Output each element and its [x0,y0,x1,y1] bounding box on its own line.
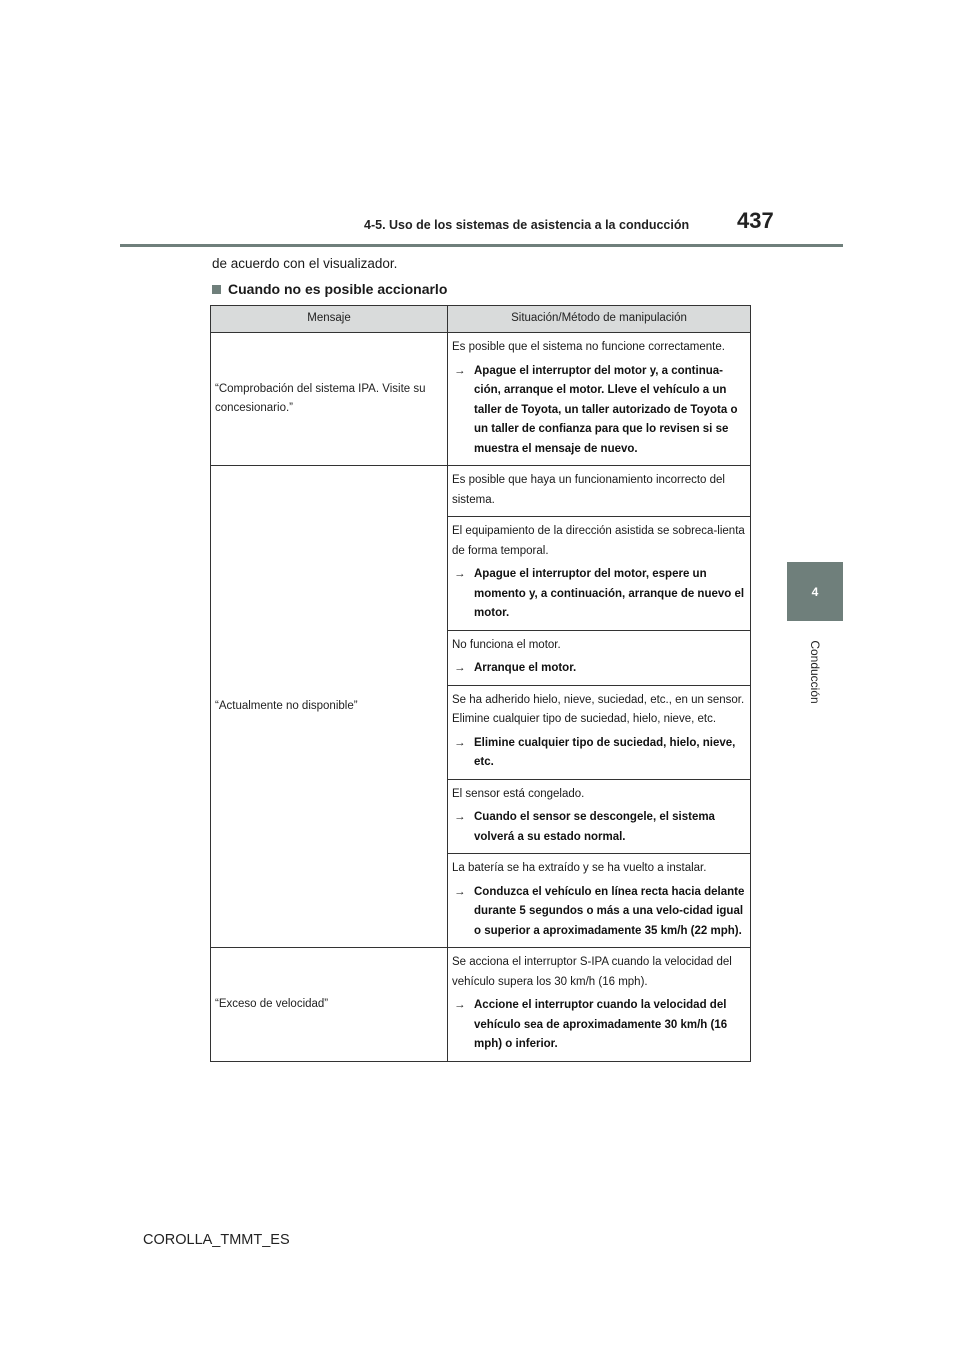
arrow-icon: → [454,811,466,823]
action-text: Accione el interruptor cuando la velocidad del vehículo sea de aproximadamente 30 km/h (16 mph) o inferior. [474,999,728,1050]
situation-text: No funciona el motor. [452,638,561,651]
message-cell: “Comprobación del sistema IPA. Visite su concesionario.” [211,333,448,466]
section-heading-label: Cuando no es posible accionarlo [228,281,448,297]
action-instruction [452,659,746,679]
message-table [210,305,751,1062]
action-instruction [452,734,746,773]
action-instruction [452,362,746,460]
square-bullet-icon [212,285,221,294]
situation-block [448,779,750,854]
intro-text: de acuerdo con el visualizador. [212,256,398,271]
action-instruction [452,565,746,624]
action-text: Apague el interruptor del motor, espere un momento y, a continuación, arranque de nuevo el motor. [474,568,745,619]
column-header-situation: Situación/Método de manipulación [448,306,751,333]
action-text: Apague el interruptor del motor y, a continua-ción, arranque el motor. Lleve el vehículo a un taller de Toyota, un taller autorizado de Toyota o un taller de confianza para que lo revisen si se muestra el mensaje de nuevo. [474,364,738,455]
table-row [211,466,751,948]
situation-cell [448,466,751,948]
column-header-message: Mensaje [211,306,448,333]
action-instruction [452,808,746,847]
situation-text: La batería se ha extraído y se ha vuelto a instalar. [452,862,707,874]
section-title: 4-5. Uso de los sistemas de asistencia a la conducción [364,218,690,232]
chapter-number: 4 [811,584,819,599]
arrow-icon: → [454,662,466,674]
chapter-tab [787,562,843,621]
action-text: Conduzca el vehículo en línea recta hacia delante durante 5 segundos o más a una velo-cidad igual o superior a aproximadamente 35 km/h (22 mph). [474,885,745,937]
situation-text: Es posible que el sistema no funcione correctamente. [452,341,725,353]
table-body [211,333,751,1062]
situation-block [448,853,750,947]
situation-text: El sensor está congelado. [452,787,585,800]
section-heading [212,281,447,297]
situation-block [448,685,750,779]
situation-text: El equipamiento de la dirección asistida se sobreca-lienta de forma temporal. [452,525,745,557]
message-cell: “Exceso de velocidad” [211,948,448,1062]
chapter-label: Conducción [808,640,822,704]
header-divider [120,244,843,247]
table-header-row [211,306,751,333]
situation-block [448,630,750,685]
action-text: Elimine cualquier tipo de suciedad, hielo, nieve, etc. [474,736,736,768]
situation-block [448,466,750,516]
arrow-icon: → [454,568,466,580]
table-row [211,333,751,466]
arrow-icon: → [454,885,466,898]
action-instruction [452,883,746,942]
arrow-icon: → [454,736,466,749]
situation-cell [448,333,751,466]
situation-text: Es posible que haya un funcionamiento incorrecto del sistema. [452,474,725,506]
message-cell: “Actualmente no disponible” [211,466,448,948]
arrow-icon: → [454,999,466,1011]
page-number: 437 [737,208,774,233]
situation-block [448,516,750,630]
action-text: Arranque el motor. [474,662,577,674]
situation-block [448,948,750,1061]
table-row [211,948,751,1062]
action-text: Cuando el sensor se descongele, el sistema volverá a su estado normal. [474,811,715,843]
situation-text: Se ha adherido hielo, nieve, suciedad, etc., en un sensor. Elimine cualquier tipo de suciedad, hielo, nieve, etc. [452,693,745,725]
arrow-icon: → [454,364,466,377]
document-code: COROLLA_TMMT_ES [143,1232,290,1248]
situation-block [448,333,750,465]
situation-cell [448,948,751,1062]
action-instruction [452,996,746,1055]
situation-text: Se acciona el interruptor S-IPA cuando la velocidad del vehículo supera los 30 km/h (16 mph). [452,956,732,988]
